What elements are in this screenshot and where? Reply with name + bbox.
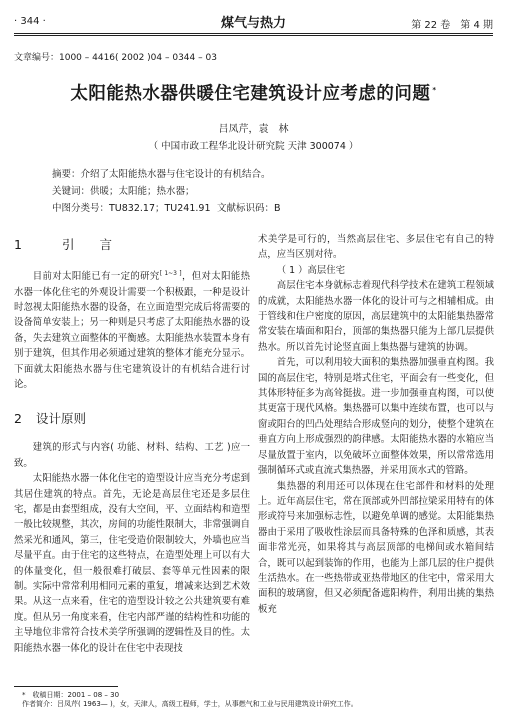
document-code: 文献标识码：B	[217, 203, 281, 214]
title-footnote-mark: *	[432, 86, 437, 95]
authors: 吕凤芹，袁 林	[218, 124, 289, 135]
highrise-paragraph-2: 首先，可以利用较大面积的集热器加强垂直构图。我国的高层住宅，特别是塔式住宅，平面会有一些变化，但其体形特征多为高耸挺拔。进一步加强垂直构图，可以使其更富于现代风格。集热器可以集中连续布置，也可以与窗或阳台的凹凸处理结合形成竖向的划分，使整个建筑在垂直方向上形成强烈的韵律感。太阳能热水器的水箱应当尽量放置于室内，以免破坏立面整体效果，所以常常选用强制循环式或直流式集热器，并采用顶水式的管路。	[258, 357, 494, 477]
header-rule-double	[14, 35, 493, 36]
volume-issue: 第 22 卷 第 4 期	[411, 20, 493, 31]
section-heading-intro	[14, 236, 250, 254]
highrise-paragraph-3: 集热器的利用还可以体现在住宅部件和材料的处理上。近年高层住宅，常在顶部或外凹部拉梁采用特有的体形或符号来加强标志性，以避免单调的感觉。太阳能集热器由于采用了吸收性涂层而具备特殊的色泽和质感，其表面非常光亮，如果将其与高层顶部的电梯间或水箱间结合，既可以起到装饰的作用，也能为上部几层的住户提供生活热水。在一些热带或亚热带地区的住宅中，常采用大面积的玻璃窗，但又必须配备遮阳构件，利用出挑的集热板充	[258, 480, 494, 615]
intro-text-start: 目前对太阳能已有一定的研究	[32, 271, 160, 283]
footnote-received: * 收稿日期：2001 – 08 – 30	[22, 691, 120, 699]
article-number: 文章编号：1000 – 4416( 2002 )04 – 0344 – 03	[14, 53, 217, 63]
header-rule	[14, 33, 493, 34]
footnote-author: 作者简介：吕凤芹( 1963— )，女，天津人，高级工程师，学士，从事燃气和工业与民用建筑设计研究工作。	[22, 700, 358, 708]
right-column	[258, 232, 494, 617]
design-paragraph-1: 建筑的形式与内容( 功能、材料、结构、工艺 )应一致。	[14, 442, 250, 469]
paper-title-text: 太阳能热水器供暖住宅建筑设计应考虑的问题	[70, 84, 431, 104]
classification-line	[52, 200, 281, 214]
intro-text-rest: ，但对太阳能热水器一体化住宅的外观设计需要一个积极跟，一种是设计时忽视太阳能热水器的设备，在立面造型完成后将需要的设备简单安装上；另一种则是只考虑了太阳能热水器的设备，失去建筑立面整体的平衡感。太阳能热水装置本身有别于建筑，但其作用必须通过建筑的整体才能充分显示。下面就太阳能热水器与住宅建筑设计的有机结合进行讨论。	[14, 271, 250, 390]
intro-paragraph	[14, 266, 250, 392]
section-number: 1	[14, 237, 22, 252]
running-header	[14, 12, 493, 32]
affiliation: （ 中国市政工程华北设计研究院 天津 300074 ）	[148, 141, 359, 152]
abstract: 摘要：介绍了太阳能热水器与住宅设计的有机结合。	[52, 169, 271, 180]
keywords: 关键词：供暖；太阳能；热水器；	[52, 186, 195, 197]
journal-name: 煤气与热力	[220, 16, 286, 31]
section-heading-design	[14, 410, 250, 428]
page-number: · 344 ·	[14, 16, 46, 27]
footnote-rule	[14, 686, 118, 687]
section-title: 设计原则	[36, 411, 87, 427]
left-column	[14, 232, 250, 656]
highrise-paragraph-1: 高层住宅本身就标志着现代科学技术在建筑工程领域的成就，太阳能热水器一体化的设计可与之相辅相成。由于管线和住户密度的原因，高层建筑中的太阳能集热器常常安装在墙面和阳台，顶部的集热器只能为上部几层提供热水。所以首先讨论竖直面上集热器与建筑的协调。	[258, 280, 494, 353]
design-paragraph-2: 太阳能热水器一体化住宅的造型设计应当充分考虑到其居住建筑的特点。首先，无论是高层住宅还是多层住宅，都是由套型组成，没有大空间，平、立面结构和造型一般比较规整，其次，房间的功能性限制大，非常强调自然采光和通风，第三，住宅受造价限制较大，外墙也应当尽量平直。由于住宅的这些特点，在造型处理上可以有大的体量变化，但一般很难打破层、套等单元性因素的限制。实际中常常利用相同元素的重复，增减来达到艺术效果。从这一点来看，住宅的造型设计较之公共建筑要有难度。但从另一角度来看，住宅内部严谨的结构性和功能的主导地位非常符合技术美学所强调的逻辑性及目的性。太阳能热水器一体化的设计在住宅中表现技	[14, 473, 250, 654]
section-number: 2	[14, 411, 22, 427]
continued-paragraph: 术美学是可行的，当然高层住宅、多层住宅有自己的特点，应当区别对待。	[258, 234, 494, 261]
subsection-heading: （ 1 ）高层住宅	[276, 264, 345, 276]
clc-number: 中图分类号：TU832.17；TU241.91	[52, 203, 211, 214]
section-title: 引 言	[62, 237, 113, 252]
paper-title	[0, 80, 507, 105]
citation: [ 1~3 ]	[159, 270, 182, 277]
